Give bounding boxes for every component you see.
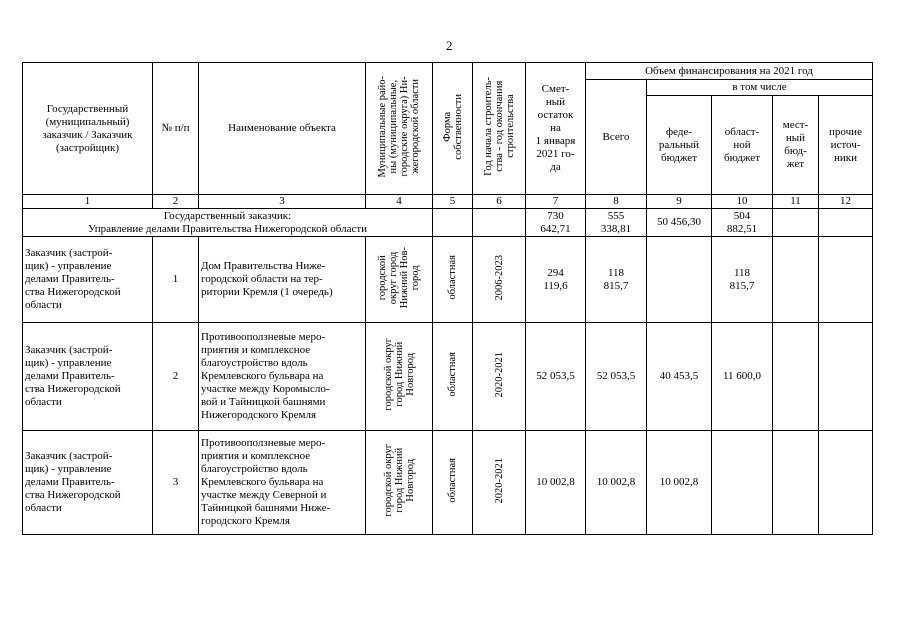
- row-ownership: областная: [447, 255, 458, 300]
- header-total: Всего: [586, 80, 647, 195]
- row-years: 2006-2023: [493, 254, 505, 301]
- row-other: [819, 323, 873, 431]
- header-including: в том числе: [647, 80, 873, 96]
- financing-table: [22, 62, 873, 535]
- row-local: [773, 323, 819, 431]
- table-row: [23, 237, 873, 323]
- column-number: 2: [153, 195, 199, 209]
- row-total: 10 002,8: [586, 431, 647, 535]
- column-number: 10: [712, 195, 773, 209]
- row-total: 52 053,5: [586, 323, 647, 431]
- row-local: [773, 237, 819, 323]
- column-number: 7: [526, 195, 586, 209]
- summary-federal: 50 456,30: [647, 209, 712, 237]
- column-number: 4: [366, 195, 433, 209]
- row-customer: Заказчик (застрой- щик) - управление делами Правитель- ства Нижегородской области: [23, 323, 153, 431]
- row-estimate: 10 002,8: [526, 431, 586, 535]
- column-number: 9: [647, 195, 712, 209]
- row-municipal: городской округ город Нижний Нов- город: [377, 246, 421, 309]
- column-number: 11: [773, 195, 819, 209]
- row-federal: [647, 237, 712, 323]
- header-regional: област- ной бюджет: [712, 96, 773, 195]
- column-number: 5: [433, 195, 473, 209]
- page-number: 2: [446, 38, 453, 53]
- row-total: 118 815,7: [586, 237, 647, 323]
- row-estimate: 294 119,6: [526, 237, 586, 323]
- row-ownership: областная: [447, 458, 458, 503]
- header-object-name: Наименование объекта: [199, 63, 366, 195]
- header-years: Год начала строитель- ства - год окончания строительства: [482, 77, 516, 176]
- row-municipal: городской округ город Нижний Новгород: [382, 444, 416, 517]
- column-number: 8: [586, 195, 647, 209]
- row-years: 2020-2021: [493, 457, 505, 504]
- row-federal: 10 002,8: [647, 431, 712, 535]
- header-num: № п/п: [153, 63, 199, 195]
- row-estimate: 52 053,5: [526, 323, 586, 431]
- header-municipal: Муниципальные райо- ны (муниципальные, городские округа) Ни- жегородской области: [377, 75, 421, 178]
- summary-other: [819, 209, 873, 237]
- row-federal: 40 453,5: [647, 323, 712, 431]
- row-other: [819, 431, 873, 535]
- row-num: 1: [153, 237, 199, 323]
- header-federal: феде- ральный бюджет: [647, 96, 712, 195]
- table-row: [23, 431, 873, 535]
- column-number-row: [23, 195, 873, 209]
- row-num: 2: [153, 323, 199, 431]
- header-customer: Государственный (муниципальный) заказчик / Заказчик (застройщик): [23, 63, 153, 195]
- row-customer: Заказчик (застрой- щик) - управление делами Правитель- ства Нижегородской области: [23, 431, 153, 535]
- header-ownership: Форма собственности: [441, 93, 464, 160]
- row-regional: 118 815,7: [712, 237, 773, 323]
- summary-estimate: 730 642,71: [526, 209, 586, 237]
- header-other: прочие источ- ники: [819, 96, 873, 195]
- summary-years: [473, 209, 526, 237]
- row-other: [819, 237, 873, 323]
- row-regional: 11 600,0: [712, 323, 773, 431]
- summary-local: [773, 209, 819, 237]
- row-local: [773, 431, 819, 535]
- row-regional: [712, 431, 773, 535]
- row-years: 2020-2021: [493, 351, 505, 398]
- header-local: мест- ный бюд- жет: [773, 96, 819, 195]
- summary-label: Государственный заказчик: Управление делами Правительства Нижегородской области: [23, 209, 433, 237]
- summary-ownership: [433, 209, 473, 237]
- row-object-name: Противооползневые меро- приятия и комплексное благоустройство вдоль Кремлевского бульвара на участке между Коромысло- вой и Тайницкой башнями Нижегородского Кремля: [199, 323, 366, 431]
- row-object-name: Дом Правительства Ниже- городской области на тер- ритории Кремля (1 очередь): [199, 237, 366, 323]
- row-municipal: городской округ город Нижний Новгород: [382, 338, 416, 411]
- column-number: 3: [199, 195, 366, 209]
- column-number: 1: [23, 195, 153, 209]
- table-row: [23, 323, 873, 431]
- column-number: 6: [473, 195, 526, 209]
- row-customer: Заказчик (застрой- щик) - управление делами Правитель- ства Нижегородской области: [23, 237, 153, 323]
- row-ownership: областная: [447, 352, 458, 397]
- header-financing-title: Объем финансирования на 2021 год: [586, 63, 873, 80]
- column-number: 12: [819, 195, 873, 209]
- row-object-name: Противооползневые меро- приятия и комплексное благоустройство вдоль Кремлевского бульвара на участке между Северной и Тайницкой башнями Ниже- городского Кремля: [199, 431, 366, 535]
- summary-regional: 504 882,51: [712, 209, 773, 237]
- summary-row: [23, 209, 873, 237]
- header-estimate: Смет- ный остаток на 1 января 2021 го- да: [526, 63, 586, 195]
- summary-total: 555 338,81: [586, 209, 647, 237]
- row-num: 3: [153, 431, 199, 535]
